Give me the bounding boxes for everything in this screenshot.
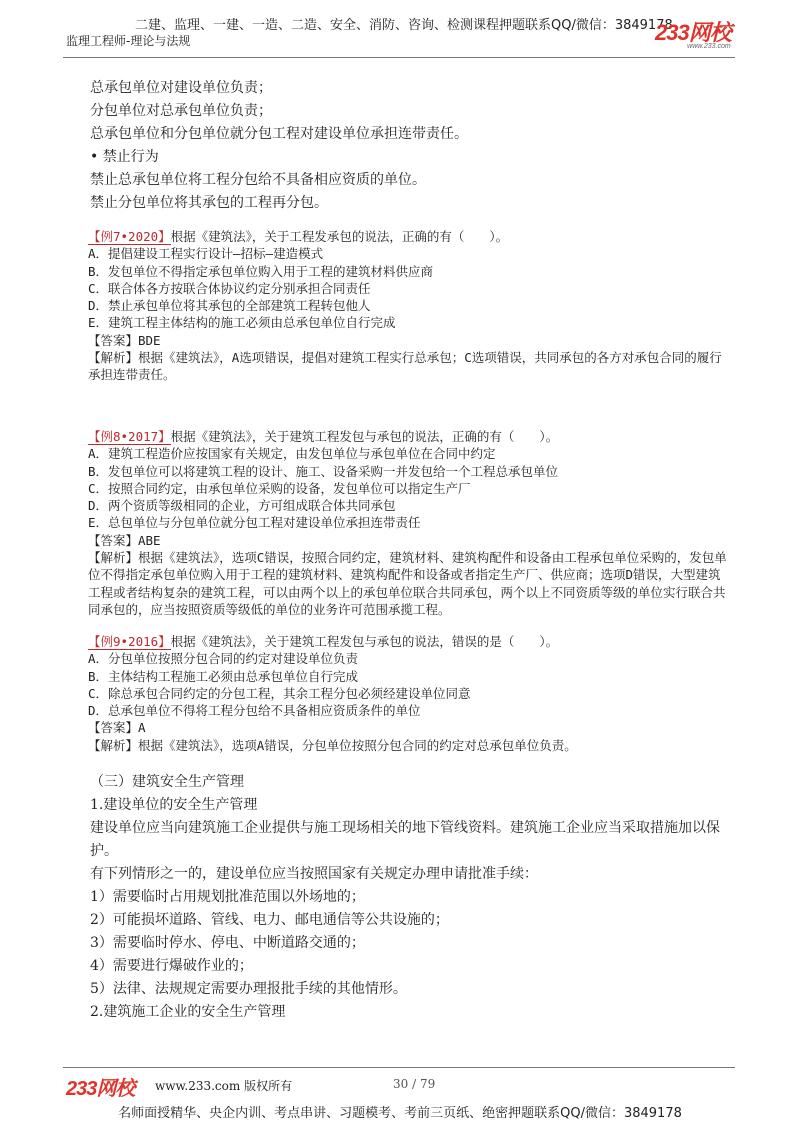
header-divider [63, 57, 735, 58]
analysis: 【解析】根据《建筑法》，选项C错误，按照合同约定，建筑材料、建筑构配件和设备由工程承包单位采购的，发包单位不得指定承包单位购入用于工程的建筑材料、建筑构配件和设备或者指定生产厂、供应商；选项D错误，大型建筑工程或者结构复杂的建筑工程，可以由两个以上的承包单位联合共同承包，两个以上不同资质等级的单位实行联合共同承包的，应当按照资质等级低的单位的业务许可范围承揽工程。 [88, 550, 727, 617]
answer: 【答案】BDE [88, 332, 161, 348]
safety-section [90, 771, 730, 1024]
option: C．联合体各方按联合体协议约定分别承担合同责任 [88, 280, 371, 296]
header-promo: 二建、监理、一建、一造、二造、安全、消防、咨询、检测课程押题联系QQ/微信：3849178 [135, 18, 673, 33]
option: A．提倡建设工程实行设计—招标—建造模式 [88, 246, 324, 262]
bullet-heading: • 禁止行为 [90, 149, 159, 165]
footer-promo: 名师面授精华、央企内训、考点串讲、习题模考、考前三页纸、绝密押题联系QQ/微信：3849178 [118, 1106, 682, 1121]
footer-divider [63, 1067, 735, 1068]
section-heading: （三）建筑安全生产管理 [90, 774, 244, 790]
option: C．按照合同约定，由承包单位采购的设备，发包单位可以指定生产厂 [88, 480, 471, 496]
paragraph: 分包单位对总承包单位负责； [90, 103, 272, 119]
header-subtitle: 监理工程师-理论与法规 [66, 34, 191, 48]
list-item: 3）需要临时停水、停电、中断道路交通的； [90, 935, 365, 951]
option: D．禁止承包单位将其承包的全部建筑工程转包他人 [88, 298, 371, 314]
page-number: 30 / 79 [393, 1077, 436, 1091]
option: D．两个资质等级相同的企业，方可组成联合体共同承包 [88, 498, 396, 514]
option: B．主体结构工程施工必须由总承包单位自行完成 [88, 668, 359, 684]
list-item: 5）法律、法规规定需要办理报批手续的其他情形。 [90, 981, 407, 997]
brand-logo: 233网校 www.233.com [655, 20, 731, 50]
option: A．分包单位按照分包合同的约定对建设单位负责 [88, 651, 359, 667]
example-9 [88, 633, 728, 754]
footer-logo: 233网校 [66, 1078, 135, 1100]
subheading: 1.建设单位的安全生产管理 [90, 797, 258, 813]
answer: 【答案】ABE [88, 532, 161, 548]
question-stem: 根据《建筑法》，关于建筑工程发包与承包的说法，错误的是（ ）。 [170, 634, 559, 649]
subheading: 2.建筑施工企业的安全生产管理 [90, 1004, 286, 1020]
example-tag: 【例7•2020】 [88, 229, 171, 244]
option: E．建筑工程主体结构的施工必须由总承包单位自行完成 [88, 315, 396, 331]
list-item: 2）可能损坏道路、管线、电力、邮电通信等公共设施的； [90, 912, 449, 928]
example-tag: 【例9•2016】 [88, 634, 171, 649]
footer-copyright: www.233.com 版权所有 [155, 1079, 293, 1093]
question-stem: 根据《建筑法》，关于工程发承包的说法，正确的有（ ）。 [170, 229, 509, 244]
paragraph: 有下列情形之一的，建设单位应当按照国家有关规定办理申请批准手续： [90, 866, 538, 882]
option: D．总承包单位不得将工程分包给不具备相应资质条件的单位 [88, 703, 421, 719]
intro-section [90, 77, 730, 215]
example-8 [88, 428, 728, 618]
analysis: 【解析】根据《建筑法》，A选项错误，提倡对建筑工程实行总承包；C选项错误，共同承包的各方对承包合同的履行承担连带责任。 [88, 350, 722, 383]
list-item: 1）需要临时占用规划批准范围以外场地的； [90, 889, 365, 905]
paragraph: 禁止分包单位将其承包的工程再分包。 [90, 195, 328, 211]
option: A．建筑工程造价应按国家有关规定，由发包单位与承包单位在合同中约定 [88, 446, 496, 462]
option: B．发包单位不得指定承包单位购入用于工程的建筑材料供应商 [88, 263, 434, 279]
paragraph: 总承包单位对建设单位负责； [90, 80, 272, 96]
option: C．除总承包合同约定的分包工程，其余工程分包必须经建设单位同意 [88, 685, 471, 701]
question-stem: 根据《建筑法》，关于建筑工程发包与承包的说法，正确的有（ ）。 [170, 429, 559, 444]
paragraph: 总承包单位和分包单位就分包工程对建设单位承担连带责任。 [90, 126, 468, 142]
example-tag: 【例8•2017】 [88, 429, 171, 444]
option: E．总包单位与分包单位就分包工程对建设单位承担连带责任 [88, 515, 421, 531]
list-item: 4）需要进行爆破作业的； [90, 958, 253, 974]
analysis: 【解析】根据《建筑法》，选项A错误，分包单位按照分包合同的约定对总承包单位负责。 [88, 737, 577, 753]
paragraph: 禁止总承包单位将工程分包给不具备相应资质的单位。 [90, 172, 426, 188]
paragraph: 建设单位应当向建筑施工企业提供与施工现场相关的地下管线资料。建筑施工企业应当采取措施加以保护。 [90, 820, 720, 859]
answer: 【答案】A [88, 720, 146, 736]
option: B．发包单位可以将建筑工程的设计、施工、设备采购一并发包给一个工程总承包单位 [88, 463, 559, 479]
example-7 [88, 228, 728, 384]
